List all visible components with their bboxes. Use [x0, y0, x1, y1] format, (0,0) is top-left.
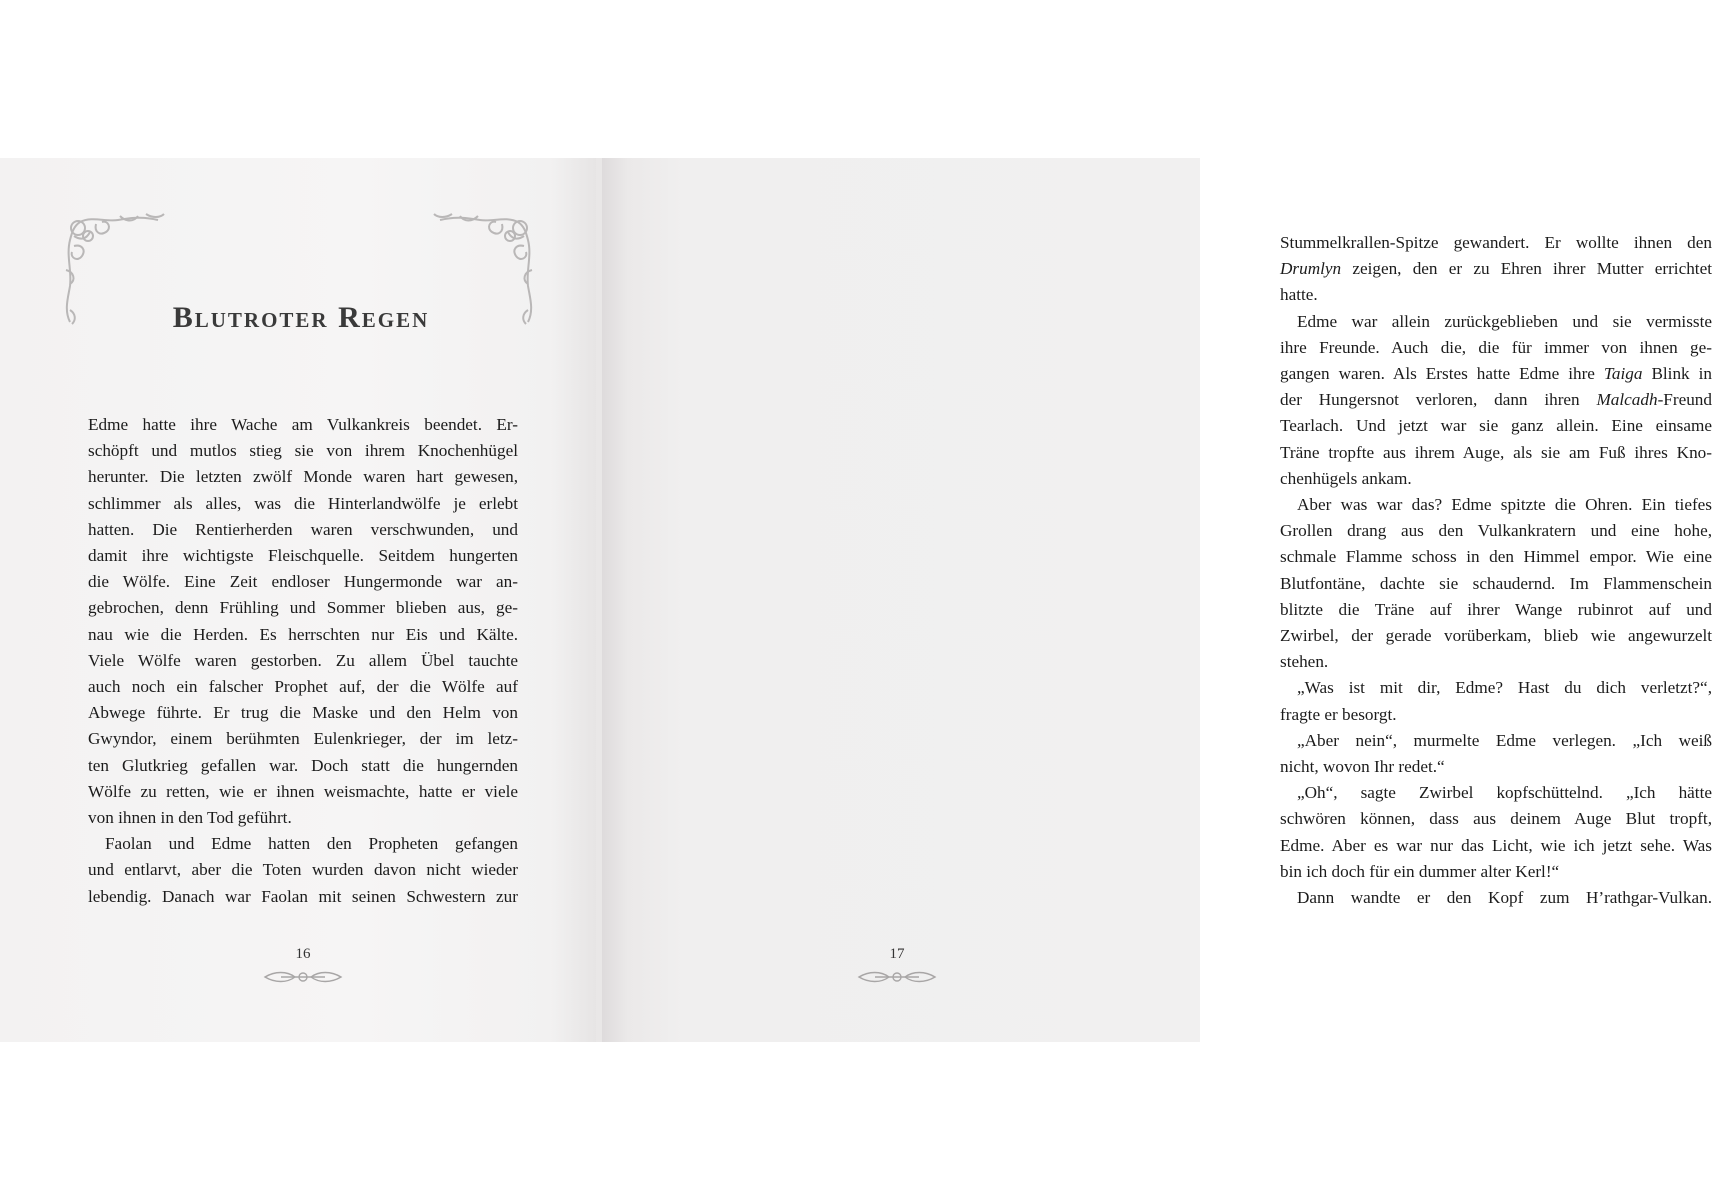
text-segment: „Oh“, sagte Zwirbel kopfschüttelnd. „Ich hätte — [1297, 783, 1712, 803]
text-segment: zeigen, den er zu Ehren ihrer Mutter errichtet — [1341, 259, 1712, 279]
text-segment: Blutfontäne, dachte sie schaudernd. Im Flammenschein — [1280, 573, 1712, 593]
text-line — [1280, 309, 1712, 335]
text-segment: gangen waren. Als Erstes hatte Edme ihre — [1280, 364, 1604, 384]
text-segment: schwören können, dass aus deinem Auge Blut tropft, — [1280, 809, 1712, 829]
text-line — [1280, 282, 1712, 308]
left-page — [0, 158, 598, 1042]
text-segment: gebrochen, denn Frühling und Sommer blieben aus, ge- — [88, 598, 518, 618]
text-line — [1280, 440, 1712, 466]
text-line — [1280, 754, 1712, 780]
text-line — [88, 595, 518, 621]
text-line — [1280, 649, 1712, 675]
book-gutter — [596, 158, 602, 1042]
text-segment: Aber was war das? Edme spitzte die Ohren. Ein tiefes — [1297, 495, 1712, 515]
text-segment: herunter. Die letzten zwölf Monde waren hart gewesen, — [88, 467, 518, 487]
text-segment: Abwege führte. Er trug die Maske und den Helm von — [88, 703, 518, 723]
text-segment: Grollen drang aus den Vulkankratern und eine hohe, — [1280, 521, 1712, 541]
text-line — [1280, 675, 1712, 701]
text-line — [88, 648, 518, 674]
page-number: 17 — [889, 946, 905, 962]
text-segment: Zwirbel, der gerade vorüberkam, blieb wie angewurzelt — [1280, 626, 1712, 646]
text-line — [1280, 466, 1712, 492]
text-segment: schmale Flamme schoss in den Himmel empor. Wie eine — [1280, 547, 1712, 567]
text-line — [1280, 492, 1712, 518]
left-page-body-text — [88, 412, 518, 910]
text-line — [88, 412, 518, 438]
text-segment: schlimmer als alles, was die Hinterlandwölfe je erlebt — [88, 493, 518, 513]
text-segment: ihre Freunde. Auch die, die für immer von ihnen ge- — [1280, 337, 1712, 357]
text-line — [1280, 361, 1712, 387]
chapter-title: Blutroter Regen — [172, 301, 430, 334]
text-segment: und entlarvt, aber die Toten wurden davon nicht wieder — [88, 860, 518, 880]
folio-flourish-icon — [855, 968, 939, 986]
text-segment: bin ich doch für ein dummer alter Kerl!“ — [1280, 861, 1560, 881]
text-segment: fragte er besorgt. — [1280, 704, 1397, 724]
folio-flourish-icon — [261, 968, 345, 986]
text-line — [88, 700, 518, 726]
text-line — [88, 464, 518, 490]
text-segment: „Aber nein“, murmelte Edme verlegen. „Ich weiß — [1297, 730, 1712, 750]
text-segment: Gwyndor, einem berühmten Eulenkrieger, der im letz- — [88, 729, 518, 749]
text-segment: von ihnen in den Tod geführt. — [88, 808, 292, 828]
text-segment: Edme. Aber es war nur das Licht, wie ich jetzt sehe. Was — [1280, 835, 1712, 855]
text-line — [88, 805, 518, 831]
text-line — [1280, 571, 1712, 597]
text-segment: Träne tropfte aus ihrem Auge, als sie am Fuß ihres Kno- — [1280, 442, 1712, 462]
text-segment: damit ihre wichtigste Fleischquelle. Seitdem hungerten — [88, 546, 518, 566]
text-line — [88, 884, 518, 910]
text-line — [88, 726, 518, 752]
right-page — [598, 158, 1712, 1042]
text-line — [1280, 518, 1712, 544]
page-number: 16 — [295, 946, 311, 962]
text-segment: chenhügels ankam. — [1280, 468, 1412, 488]
text-line — [88, 831, 518, 857]
text-segment: Dann wandte er den Kopf zum H’rathgar-Vulkan. — [1297, 888, 1712, 908]
text-line — [88, 569, 518, 595]
text-segment: hatten. Die Rentierherden waren verschwunden, und — [88, 519, 518, 539]
text-line — [1280, 806, 1712, 832]
text-segment: Edme hatte ihre Wache am Vulkankreis beendet. Er- — [88, 415, 518, 434]
text-line — [1280, 544, 1712, 570]
text-segment: Faolan und Edme hatten den Propheten gefangen — [105, 834, 518, 854]
text-segment: ten Glutkrieg gefallen war. Doch statt die hungernden — [88, 755, 518, 775]
text-segment: auch noch ein falscher Prophet auf, der die Wölfe auf — [88, 677, 518, 697]
text-segment: nau wie die Herden. Es herrschten nur Eis und Kälte. — [88, 624, 518, 644]
text-line — [1280, 728, 1712, 754]
italic-term: Malcadh — [1596, 390, 1658, 410]
text-line — [1280, 597, 1712, 623]
text-line — [88, 543, 518, 569]
text-line — [1280, 230, 1712, 256]
text-line — [1280, 702, 1712, 728]
text-line — [88, 491, 518, 517]
text-line — [1280, 335, 1712, 361]
text-segment: stehen. — [1280, 652, 1329, 672]
text-segment: Edme war allein zurückgeblieben und sie vermisste — [1297, 311, 1712, 331]
text-segment: der Hungersnot verloren, dann ihren — [1280, 390, 1597, 410]
text-segment: schöpft und mutlos stieg sie von ihrem Knochenhügel — [88, 441, 518, 461]
text-line — [1280, 859, 1712, 885]
text-line — [1280, 885, 1712, 911]
text-line — [1280, 780, 1712, 806]
text-segment: Blink in — [1642, 364, 1712, 384]
text-line — [88, 622, 518, 648]
text-line — [88, 857, 518, 883]
text-line — [88, 674, 518, 700]
text-segment: Wölfe zu retten, wie er ihnen weismachte, hatte er viele — [88, 781, 518, 801]
text-segment: lebendig. Danach war Faolan mit seinen Schwestern zur — [88, 886, 518, 906]
book-spread — [0, 158, 1712, 1042]
text-segment: die Wölfe. Eine Zeit endloser Hungermonde war an- — [88, 572, 518, 592]
text-segment: Tearlach. Und jetzt war sie ganz allein. Eine einsame — [1280, 416, 1712, 436]
text-line — [1280, 623, 1712, 649]
right-page-body-text — [1280, 230, 1712, 911]
text-segment: Stummelkrallen-Spitze gewandert. Er wollte ihnen den — [1280, 233, 1712, 252]
italic-term: Drumlyn — [1280, 259, 1342, 279]
italic-term: Taiga — [1603, 364, 1643, 384]
text-line — [1280, 833, 1712, 859]
text-segment: blitzte die Träne auf ihrer Wange rubinrot auf und — [1280, 599, 1712, 619]
text-line — [88, 779, 518, 805]
text-line — [1280, 387, 1712, 413]
text-line — [88, 517, 518, 543]
text-line — [1280, 256, 1712, 282]
text-segment: -Freund — [1657, 390, 1712, 410]
text-line — [88, 438, 518, 464]
text-line — [1280, 413, 1712, 439]
text-segment: nicht, wovon Ihr redet.“ — [1280, 757, 1445, 777]
text-segment: „Was ist mit dir, Edme? Hast du dich verletzt?“, — [1297, 678, 1712, 698]
text-segment: Viele Wölfe waren gestorben. Zu allem Übel tauchte — [88, 650, 518, 670]
text-segment: hatte. — [1280, 285, 1318, 305]
text-line — [88, 753, 518, 779]
